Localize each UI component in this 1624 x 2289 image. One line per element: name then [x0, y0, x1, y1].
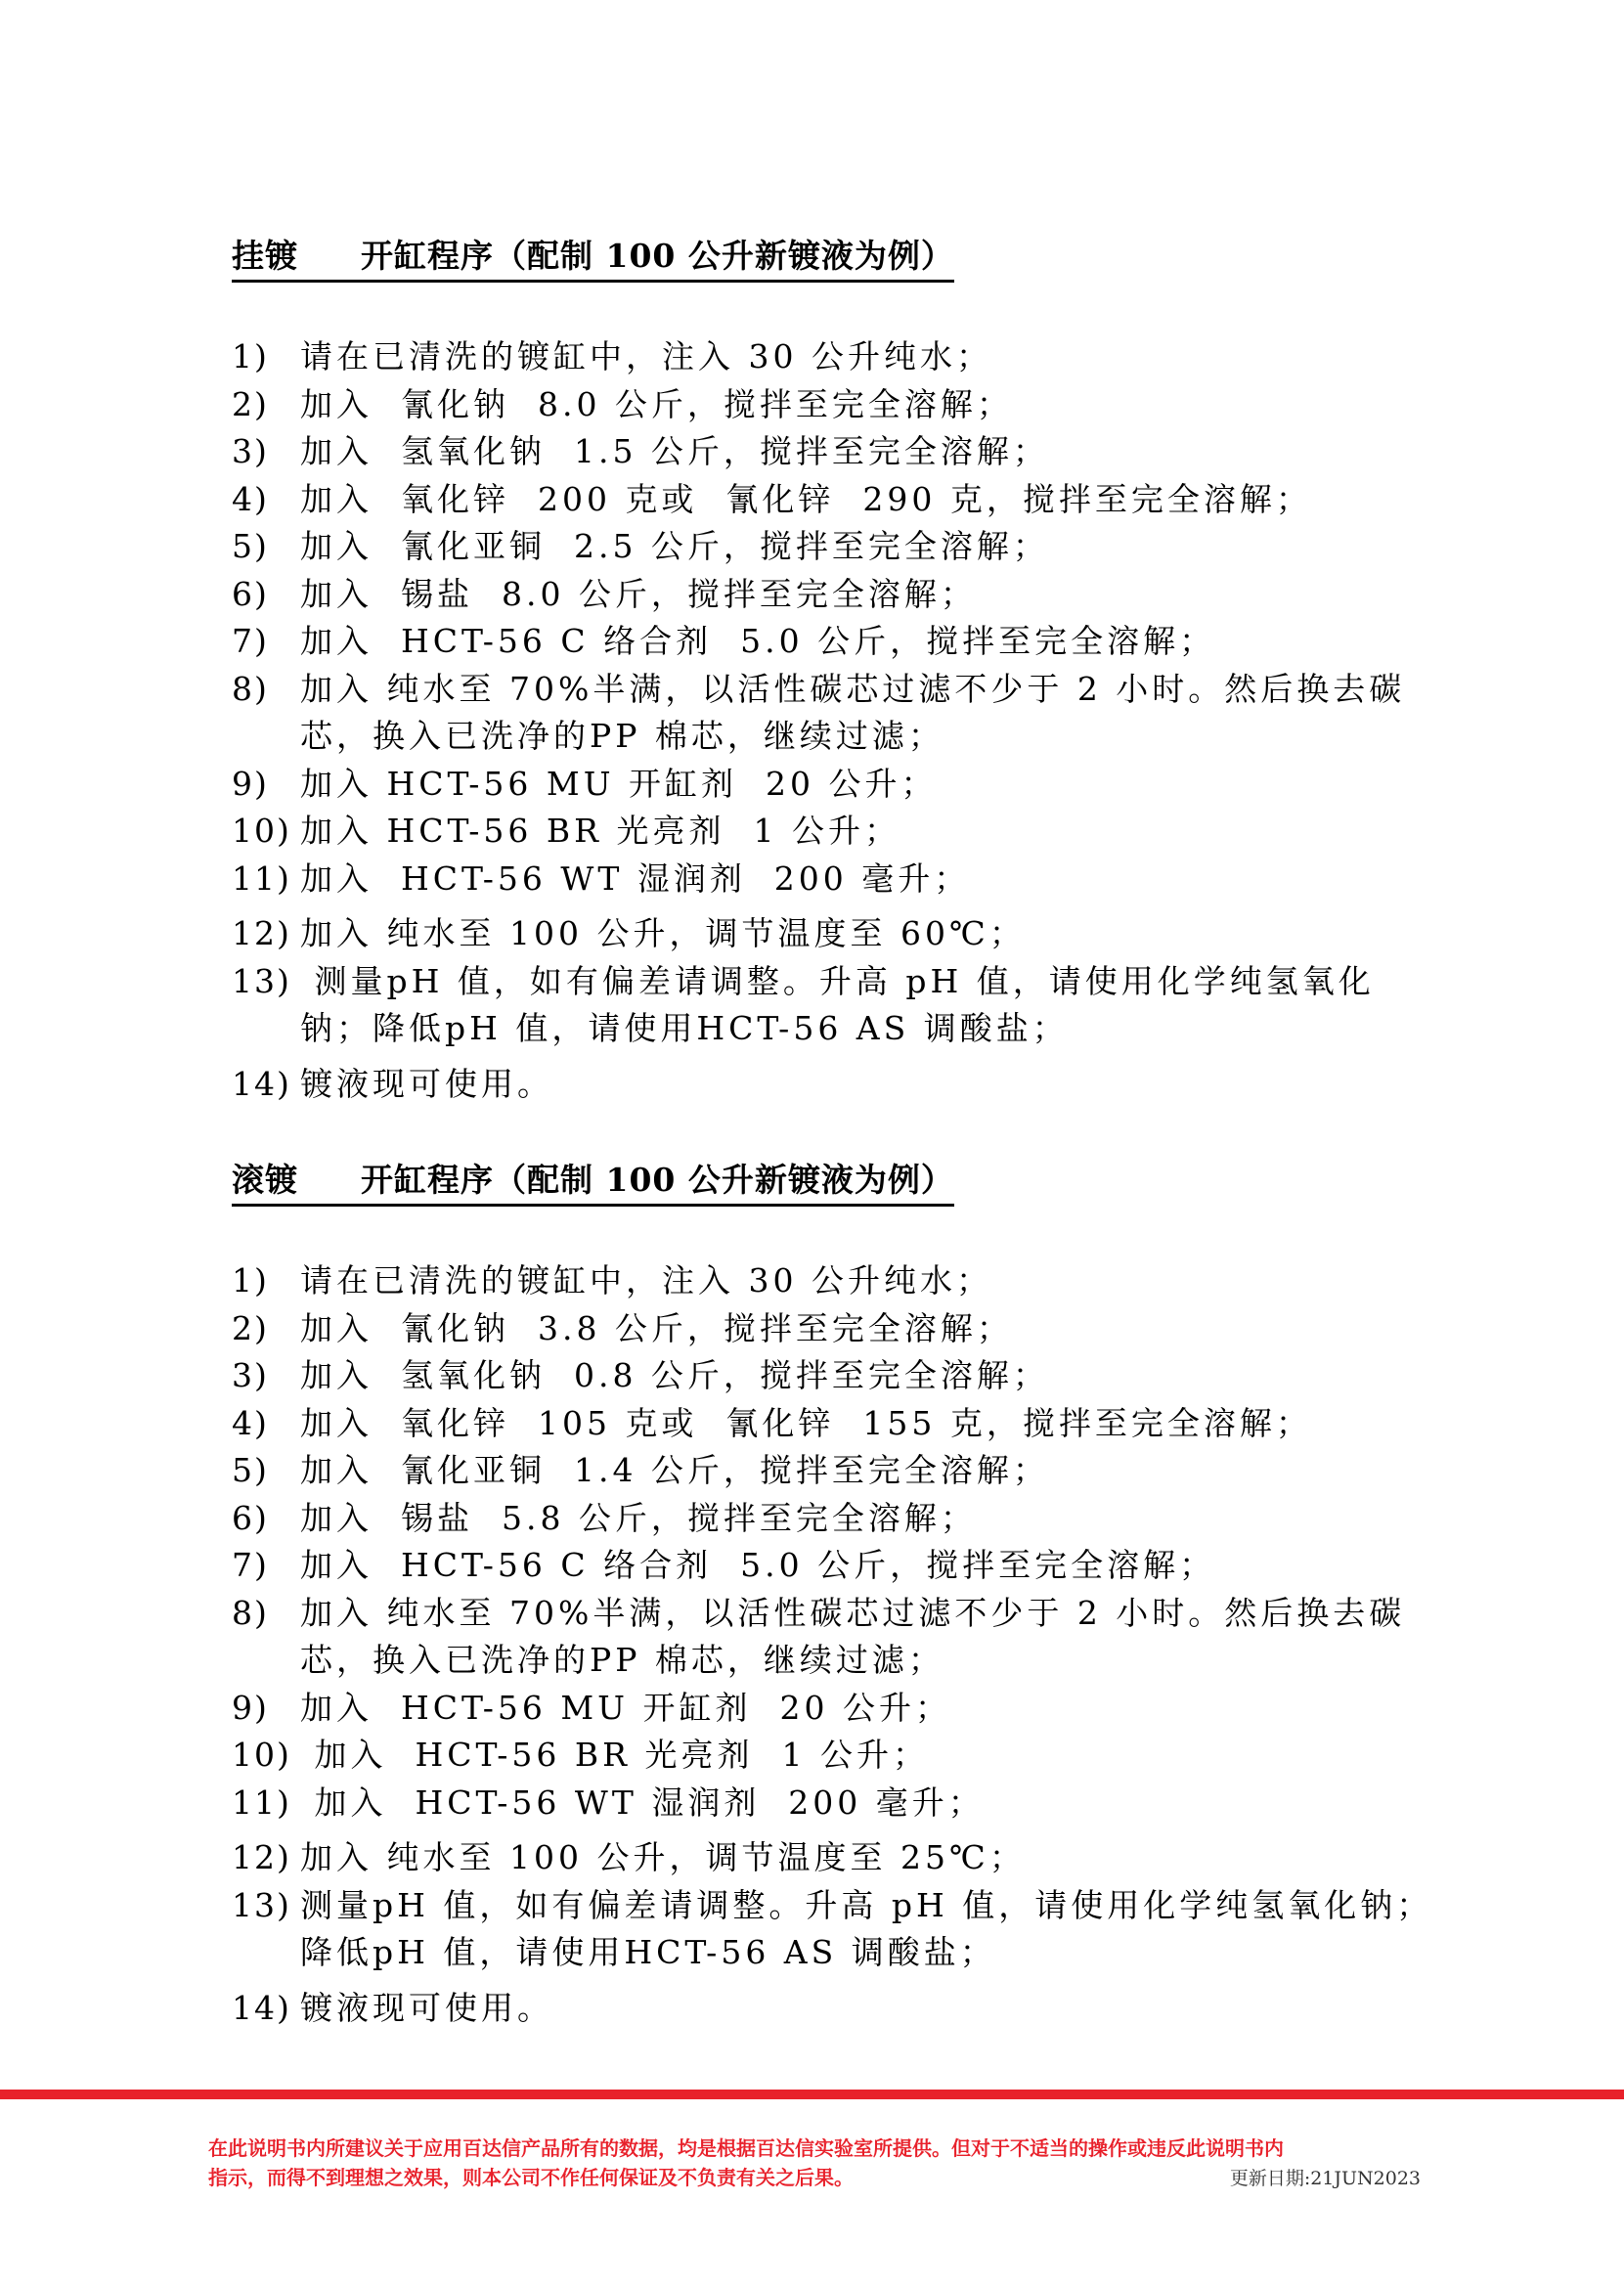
rack-plating-section	[232, 235, 1434, 1108]
step-item	[232, 1685, 1434, 1733]
footer-disclaimer	[208, 2134, 1421, 2193]
step-text: 加入 氧化锌 105 克或 氰化锌 155 克，搅拌至完全溶解；	[300, 1403, 1312, 1442]
step-item	[232, 1985, 1434, 2033]
step-item	[232, 666, 1434, 761]
section-title: 开缸程序（配制 100 公升新镀液为例）	[361, 1161, 954, 1199]
disclaimer-line-2: 指示，而得不到理想之效果，则本公司不作任何保证及不负责有关之后果。	[208, 2166, 854, 2189]
step-text: 请在已清洗的镀缸中，注入 30 公升纯水；	[300, 1261, 992, 1299]
step-number: 5)	[232, 1451, 269, 1489]
step-item	[232, 333, 1434, 381]
step-number: 9)	[232, 1688, 269, 1727]
step-text: 加入 锡盐 8.0 公斤，搅拌至完全溶解；	[300, 574, 977, 613]
section-title: 开缸程序（配制 100 公升新镀液为例）	[361, 237, 954, 275]
step-number: 12)	[232, 1838, 291, 1876]
step-text: 加入 氰化钠 3.8 公斤，搅拌至完全溶解；	[300, 1308, 1013, 1347]
step-item	[232, 1447, 1434, 1495]
step-text: 加入 氰化亚铜 1.4 公斤，搅拌至完全溶解；	[300, 1451, 1049, 1489]
step-number: 12)	[232, 914, 291, 952]
step-number: 13)	[232, 1885, 291, 1924]
step-item	[232, 910, 1434, 958]
step-text: 加入 氰化亚铜 2.5 公斤，搅拌至完全溶解；	[300, 527, 1049, 565]
step-number: 10)	[232, 812, 291, 850]
section-type-label: 滚镀	[232, 1161, 298, 1199]
updated-date: 更新日期:21JUN2023	[1229, 2168, 1421, 2189]
step-text: 加入 HCT-56 MU 开缸剂 20 公升；	[300, 1688, 951, 1727]
step-text: 加入 HCT-56 MU 开缸剂 20 公升；	[300, 764, 938, 803]
step-number: 4)	[232, 1403, 269, 1442]
step-text: 加入 锡盐 5.8 公斤，搅拌至完全溶解；	[300, 1498, 977, 1537]
step-item	[232, 761, 1434, 809]
step-text: 加入 纯水至 70%半满，以活性碳芯过滤不少于 2 小时。然后换去碳芯，换入已洗净的PP 棉芯，继续过滤；	[300, 1593, 1406, 1679]
step-item	[232, 958, 1434, 1053]
step-text: 镀液现可使用。	[300, 1064, 553, 1103]
step-item	[232, 571, 1434, 619]
step-text: 测量pH 值，如有偏差请调整。升高 pH 值，请使用化学纯氢氧化钠；降低pH 值，请使用HCT-56 AS 调酸盐；	[300, 961, 1375, 1047]
step-text: 加入 氢氧化钠 0.8 公斤，搅拌至完全溶解；	[300, 1356, 1049, 1394]
step-item	[232, 381, 1434, 429]
step-text: 加入 纯水至 100 公升，调节温度至 25℃；	[300, 1838, 1026, 1876]
step-number: 10)	[232, 1736, 291, 1774]
step-number: 3)	[232, 432, 269, 470]
step-item	[232, 1732, 1434, 1780]
procedure-steps	[232, 1257, 1434, 2032]
step-item	[232, 1400, 1434, 1448]
step-text: 加入 氧化锌 200 克或 氰化锌 290 克，搅拌至完全溶解；	[300, 479, 1312, 518]
step-number: 6)	[232, 574, 269, 613]
step-number: 3)	[232, 1356, 269, 1394]
step-item	[232, 1882, 1434, 1977]
step-item	[232, 523, 1434, 571]
step-number: 6)	[232, 1498, 269, 1537]
step-number: 7)	[232, 622, 269, 660]
step-number: 8)	[232, 669, 269, 708]
disclaimer-line-1: 在此说明书内所建议关于应用百达信产品所有的数据，均是根据百达信实验室所提供。但对于不适当的操作或违反此说明书内	[208, 2136, 1284, 2160]
step-number: 1)	[232, 1261, 269, 1299]
step-number: 8)	[232, 1593, 269, 1632]
step-text: 加入 HCT-56 BR 光亮剂 1 公升；	[300, 812, 900, 850]
section-heading	[232, 1159, 954, 1207]
step-text: 加入 HCT-56 WT 湿润剂 200 毫升；	[300, 1783, 985, 1822]
step-item	[232, 1590, 1434, 1685]
step-number: 11)	[232, 1783, 291, 1822]
step-item	[232, 476, 1434, 524]
procedure-steps	[232, 333, 1434, 1108]
step-number: 13)	[232, 961, 291, 1000]
step-number: 1)	[232, 337, 269, 375]
step-text: 加入 HCT-56 C 络合剂 5.0 公斤，搅拌至完全溶解；	[300, 622, 1216, 660]
step-number: 9)	[232, 764, 269, 803]
step-number: 14)	[232, 1988, 291, 2027]
step-item	[232, 856, 1434, 903]
step-text: 加入 氰化钠 8.0 公斤，搅拌至完全溶解；	[300, 384, 1013, 423]
step-item	[232, 1542, 1434, 1590]
step-item	[232, 1352, 1434, 1400]
step-item	[232, 1257, 1434, 1305]
step-number: 7)	[232, 1546, 269, 1584]
section-type-label: 挂镀	[232, 237, 298, 275]
step-number: 4)	[232, 479, 269, 518]
step-number: 2)	[232, 384, 269, 423]
footer-line-2	[208, 2163, 1421, 2193]
step-text: 加入 纯水至 70%半满，以活性碳芯过滤不少于 2 小时。然后换去碳芯，换入已洗净的PP 棉芯，继续过滤；	[300, 669, 1406, 755]
step-item	[232, 808, 1434, 856]
step-item	[232, 1495, 1434, 1543]
footer-divider-bar	[0, 2090, 1624, 2099]
step-item	[232, 618, 1434, 666]
step-item	[232, 1061, 1434, 1109]
step-item	[232, 1305, 1434, 1353]
step-text: 加入 HCT-56 C 络合剂 5.0 公斤，搅拌至完全溶解；	[300, 1546, 1216, 1584]
step-item	[232, 428, 1434, 476]
step-item	[232, 1780, 1434, 1827]
step-text: 镀液现可使用。	[300, 1988, 553, 2027]
step-number: 14)	[232, 1064, 291, 1103]
step-text: 加入 HCT-56 WT 湿润剂 200 毫升；	[300, 858, 971, 898]
section-heading	[232, 235, 954, 283]
step-text: 加入 氢氧化钠 1.5 公斤，搅拌至完全溶解；	[300, 432, 1049, 470]
step-number: 5)	[232, 527, 269, 565]
step-text: 请在已清洗的镀缸中，注入 30 公升纯水；	[300, 337, 992, 375]
step-number: 11)	[232, 858, 291, 898]
step-number: 2)	[232, 1308, 269, 1347]
step-item	[232, 1834, 1434, 1882]
step-text: 加入 HCT-56 BR 光亮剂 1 公升；	[300, 1736, 929, 1774]
step-text: 加入 纯水至 100 公升，调节温度至 60℃；	[300, 914, 1026, 952]
step-text: 测量pH 值，如有偏差请调整。升高 pH 值，请使用化学纯氢氧化钠；降低pH 值，请使用HCT-56 AS 调酸盐；	[300, 1885, 1433, 1971]
barrel-plating-section	[232, 1159, 1434, 2032]
